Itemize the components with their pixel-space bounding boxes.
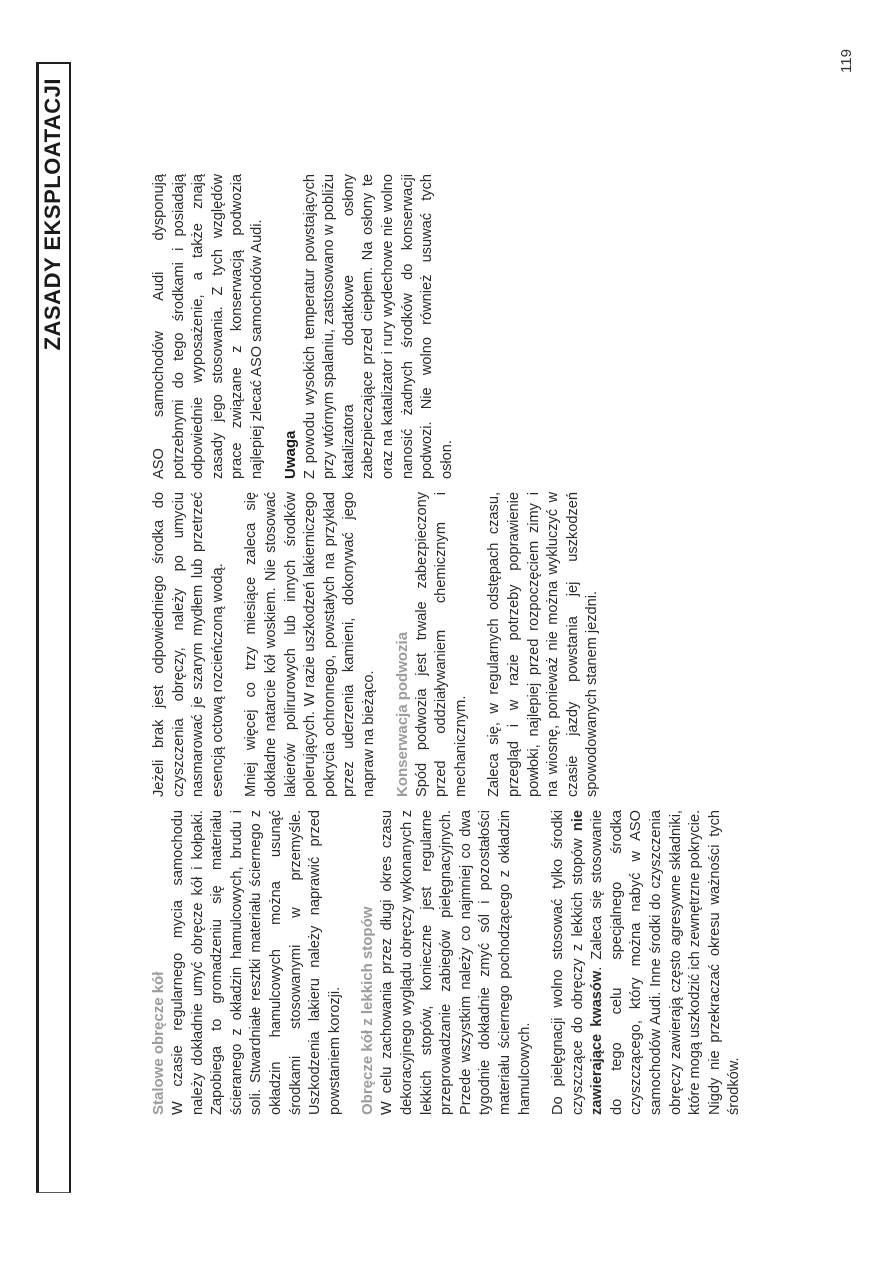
paragraph: W czasie regularnego mycia samochodu należy dokładnie umyć obręcze kół i kołpaki. Zapobiega to gromadzeniu się materiału ścieranego z okładzin hamulcowych, brudu i soli. Stwardniałe resztki materiału ściernego z okładzin hamulcowych można usunąć środkami stosowanymi w przemyśle. Uszkodzenia lakieru należy naprawić przed powstaniem korozji. xyxy=(170,810,343,1115)
column-2 xyxy=(150,492,617,797)
column-3 xyxy=(150,174,471,479)
paragraph: Zaleca się, w regularnych odstępach czasu, przegląd i w razie potrzeby poprawienie powłoki, najlepiej przed rozpoczęciem zimy i na wiosnę, ponieważ nie można wykluczyć w czasie jazdy powstania jej uszkodzeń spowodowanych stanem jezdni. xyxy=(486,492,601,797)
paragraph: Jeżeli brak jest odpowiedniego środka do czyszczenia obręczy, należy po umyciu nasmarować je szarym mydłem lub przetrzeć esencją octową rozcieńczoną wodą. xyxy=(151,492,226,797)
page-header-bar xyxy=(36,62,71,1193)
page-number: 119 xyxy=(838,49,855,73)
paragraph: ASO samochodów Audi dysponują potrzebnymi do tego środkami i posiadają odpowiednie wyposażenie, a także znają zasady jego stosowania. Z tych względów prace związane z konserwacją podwozia najlepiej zlecać ASO samochodów Audi. xyxy=(151,174,265,479)
paragraph: Spód podwozia jest trwale zabezpieczony przed oddziaływaniem chemicznym i mechanicznym. xyxy=(413,492,469,797)
paragraph: W celu zachowania przez długi okres czasu dekoracyjnego wyglądu obręczy wykonanych z lekkich stopów, konieczne jest regularne przeprowadzanie zabiegów pielęgnacyjnych. Przede wszystkim należy co najmniej co dwa tygodnie dokładnie zmyć sól i pozostałości materiału ściernego pochodzącego z okładzin hamulcowych. xyxy=(379,810,533,1115)
section-heading-underbody: Konserwacja podwozia xyxy=(393,631,411,797)
text-run: Do pielęgnacji wolno stosować tylko środki czyszczące do obręczy z lekkich stopów xyxy=(550,810,586,1115)
section-heading-steel-rims: Stalowe obręcze kół xyxy=(150,971,167,1115)
note-heading: Uwaga xyxy=(281,430,299,479)
bold-text: nie zawierające kwasów xyxy=(569,810,606,1115)
paragraph: Z powodu wysokich temperatur powstających przy wtórnym spalaniu, zastosowano w pobliżu katalizatora dodatkowe osłony zabezpieczające przed ciepłem. Na osłony te oraz na katalizator i rury wydechowe nie wolno nanosić żadnych środków do konserwacji podwozi. Nie wolno również usuwać tych osłon. xyxy=(301,174,455,479)
page-header-title: ZASADY EKSPLOATACJI xyxy=(40,78,65,351)
section-heading-alloy-rims: Obręcze kół z lekkich stopów xyxy=(359,906,377,1115)
paragraph-with-bold xyxy=(549,810,745,1115)
paragraph: Mniej więcej co trzy miesiące zaleca się dokładne natarcie kół woskiem. Nie stosować lakierów polirurowych lub innych środków polerujących. W razie uszkodzeń lakierniczego pokrycia ochronnego, powstałych na przykład przez uderzenia kamieni, dokonywać jego napraw na bieżąco. xyxy=(243,492,377,797)
text-run: . Zaleca się stosowanie do tego celu specjalnego środka czyszczącego, który można nabyć w ASO samochodów Audi. Inne środki do czyszczenia obręczy zawierają często agresywne składniki, które mogą uszkodzić ich zewnętrzne pokrycie. Nigdy nie przekraczać okresu ważności tych środków. xyxy=(589,810,743,1115)
column-1 xyxy=(150,810,759,1115)
